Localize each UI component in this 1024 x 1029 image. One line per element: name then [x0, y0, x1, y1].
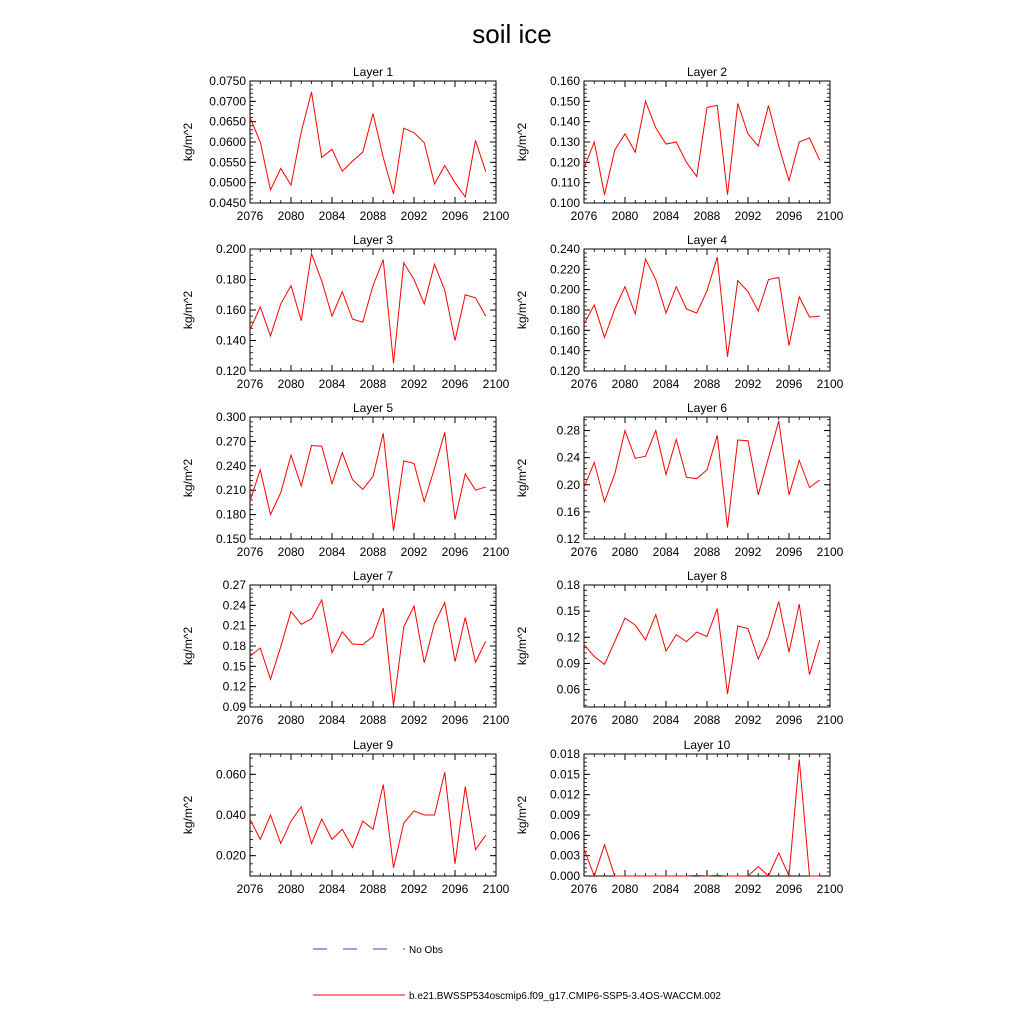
x-tick-label: 2100	[816, 882, 844, 896]
y-axis-label: kg/m^2	[181, 458, 195, 498]
plot-frame	[584, 249, 830, 371]
y-axis-label: kg/m^2	[181, 122, 195, 162]
y-tick-label: 0.120	[549, 155, 580, 170]
x-tick-label: 2092	[400, 209, 428, 223]
x-tick-label: 2088	[359, 377, 387, 391]
panel-title: Layer 9	[352, 738, 394, 752]
series-line	[250, 772, 486, 868]
y-tick-label: 0.130	[549, 135, 580, 149]
y-tick-label: 0.24	[222, 598, 246, 613]
x-tick-label: 2100	[816, 377, 844, 391]
x-tick-label: 2096	[775, 545, 803, 559]
x-tick-label: 2100	[816, 209, 844, 223]
x-tick-label: 2080	[277, 882, 305, 896]
x-tick-label: 2100	[482, 545, 510, 559]
y-tick-label: 0.240	[549, 242, 580, 256]
panel-title: Layer 7	[352, 569, 394, 583]
x-tick-label: 2096	[775, 377, 803, 391]
x-tick-label: 2088	[359, 713, 387, 727]
y-axis-label: kg/m^2	[515, 795, 529, 835]
plot-frame	[250, 249, 496, 371]
y-tick-label: 0.160	[549, 74, 580, 88]
series-line	[250, 600, 486, 706]
series-line	[584, 421, 820, 527]
y-tick-label: 0.20	[556, 477, 580, 492]
x-tick-label: 2088	[693, 209, 721, 223]
panel-title: Layer 6	[686, 401, 728, 415]
x-tick-label: 2076	[570, 713, 598, 727]
y-tick-label: 0.020	[215, 848, 246, 863]
y-tick-label: 0.0750	[209, 74, 246, 88]
x-tick-label: 2092	[734, 545, 762, 559]
panel-grid	[181, 65, 844, 896]
x-tick-label: 2084	[652, 882, 680, 896]
series-line	[584, 602, 820, 694]
y-tick-label: 0.120	[549, 364, 580, 378]
panel-layer-10	[515, 738, 844, 896]
x-tick-label: 2076	[236, 713, 264, 727]
x-tick-label: 2084	[318, 209, 346, 223]
y-tick-label: 0.18	[222, 639, 246, 653]
y-axis-label: kg/m^2	[181, 290, 195, 330]
series-line	[250, 432, 486, 530]
y-tick-label: 0.160	[549, 323, 580, 338]
y-tick-label: 0.110	[550, 175, 580, 190]
x-tick-label: 2092	[400, 377, 428, 391]
y-tick-label: 0.06	[556, 682, 580, 697]
x-tick-label: 2076	[570, 545, 598, 559]
plot-frame	[584, 585, 830, 707]
x-tick-label: 2088	[693, 713, 721, 727]
y-tick-label: 0.0650	[209, 114, 246, 129]
panel-layer-1	[181, 65, 510, 223]
x-tick-label: 2076	[236, 545, 264, 559]
legend	[313, 945, 721, 1002]
legend-model-label: b.e21.BWSSP534oscmip6.f09_g17.CMIP6-SSP5-3.4OS-WACCM.002	[409, 991, 721, 1002]
x-tick-label: 2100	[816, 713, 844, 727]
y-tick-label: 0.180	[215, 507, 246, 522]
y-tick-label: 0.180	[549, 303, 580, 317]
x-tick-label: 2100	[482, 377, 510, 391]
x-tick-label: 2100	[816, 545, 844, 559]
panel-layer-2	[515, 65, 844, 223]
x-tick-label: 2084	[318, 882, 346, 896]
y-tick-label: 0.09	[556, 656, 580, 671]
y-tick-label: 0.16	[556, 504, 580, 519]
panel-layer-8	[515, 569, 844, 727]
y-tick-label: 0.21	[222, 618, 246, 633]
x-tick-label: 2076	[570, 209, 598, 223]
plot-frame	[584, 81, 830, 203]
x-tick-label: 2080	[611, 882, 639, 896]
x-tick-label: 2096	[441, 713, 469, 727]
x-tick-label: 2096	[441, 377, 469, 391]
y-tick-label: 0.270	[215, 434, 246, 449]
y-tick-label: 0.0500	[209, 175, 246, 190]
x-tick-label: 2092	[400, 545, 428, 559]
y-tick-label: 0.006	[549, 828, 580, 843]
y-tick-label: 0.18	[556, 578, 580, 592]
y-tick-label: 0.24	[556, 450, 580, 465]
y-tick-label: 0.12	[556, 532, 580, 546]
series-line	[250, 92, 486, 197]
x-tick-label: 2096	[775, 713, 803, 727]
x-tick-label: 2080	[611, 209, 639, 223]
y-tick-label: 0.27	[222, 578, 246, 592]
x-tick-label: 2080	[277, 377, 305, 391]
y-tick-label: 0.012	[549, 787, 580, 802]
plot-frame	[584, 754, 830, 876]
y-tick-label: 0.120	[215, 364, 246, 378]
x-tick-label: 2076	[570, 377, 598, 391]
series-line	[250, 254, 486, 364]
y-tick-label: 0.150	[549, 94, 580, 109]
x-tick-label: 2096	[441, 545, 469, 559]
y-tick-label: 0.09	[222, 700, 246, 714]
series-line	[584, 101, 820, 195]
panel-title: Layer 10	[683, 738, 731, 752]
y-tick-label: 0.28	[556, 423, 580, 438]
y-tick-label: 0.0700	[209, 94, 246, 109]
y-tick-label: 0.200	[549, 282, 580, 297]
panel-layer-5	[181, 401, 510, 559]
y-axis-label: kg/m^2	[515, 122, 529, 162]
y-tick-label: 0.150	[215, 532, 246, 546]
x-tick-label: 2080	[277, 713, 305, 727]
x-tick-label: 2088	[693, 882, 721, 896]
x-tick-label: 2084	[318, 377, 346, 391]
series-line	[584, 257, 820, 357]
y-axis-label: kg/m^2	[515, 458, 529, 498]
y-tick-label: 0.160	[215, 303, 246, 317]
panel-title: Layer 1	[352, 65, 394, 79]
x-tick-label: 2084	[652, 377, 680, 391]
panel-title: Layer 5	[352, 401, 394, 415]
y-tick-label: 0.220	[549, 262, 580, 277]
y-tick-label: 0.018	[549, 747, 580, 761]
y-axis-label: kg/m^2	[515, 626, 529, 666]
legend-obs-label: No Obs	[409, 945, 443, 956]
y-tick-label: 0.200	[215, 242, 246, 256]
x-tick-label: 2084	[652, 545, 680, 559]
y-tick-label: 0.240	[215, 458, 246, 473]
x-tick-label: 2092	[400, 713, 428, 727]
x-tick-label: 2088	[359, 545, 387, 559]
x-tick-label: 2100	[482, 882, 510, 896]
x-tick-label: 2080	[611, 377, 639, 391]
plot-frame	[250, 81, 496, 203]
x-tick-label: 2096	[441, 882, 469, 896]
x-tick-label: 2096	[441, 209, 469, 223]
x-tick-label: 2076	[236, 377, 264, 391]
y-tick-label: 0.180	[215, 272, 246, 287]
x-tick-label: 2076	[236, 882, 264, 896]
x-tick-label: 2092	[734, 882, 762, 896]
y-tick-label: 0.060	[215, 767, 246, 782]
x-tick-label: 2084	[652, 209, 680, 223]
x-tick-label: 2080	[611, 545, 639, 559]
x-tick-label: 2096	[775, 882, 803, 896]
y-tick-label: 0.140	[215, 333, 246, 348]
y-tick-label: 0.15	[556, 604, 580, 619]
panel-layer-4	[515, 233, 844, 391]
x-tick-label: 2076	[570, 882, 598, 896]
y-tick-label: 0.12	[222, 679, 246, 694]
x-tick-label: 2088	[693, 377, 721, 391]
plot-frame	[250, 417, 496, 539]
panel-layer-6	[515, 401, 844, 559]
y-tick-label: 0.0550	[209, 155, 246, 170]
plot-frame	[250, 754, 496, 876]
y-axis-label: kg/m^2	[181, 795, 195, 835]
figure-title: soil ice	[472, 19, 552, 49]
plot-frame	[584, 417, 830, 539]
panel-title: Layer 2	[686, 65, 728, 79]
y-tick-label: 0.0600	[209, 135, 246, 149]
y-tick-label: 0.0450	[209, 196, 246, 210]
x-tick-label: 2096	[775, 209, 803, 223]
panel-title: Layer 4	[686, 233, 728, 247]
x-tick-label: 2084	[652, 713, 680, 727]
x-tick-label: 2092	[734, 713, 762, 727]
x-tick-label: 2092	[400, 882, 428, 896]
x-tick-label: 2076	[236, 209, 264, 223]
y-tick-label: 0.300	[215, 410, 246, 424]
panel-title: Layer 8	[686, 569, 728, 583]
x-tick-label: 2084	[318, 713, 346, 727]
y-tick-label: 0.140	[549, 114, 580, 129]
y-tick-label: 0.003	[549, 848, 580, 863]
y-tick-label: 0.015	[549, 767, 580, 782]
x-tick-label: 2088	[359, 209, 387, 223]
y-tick-label: 0.000	[549, 869, 580, 883]
y-tick-label: 0.12	[556, 630, 580, 645]
x-tick-label: 2088	[359, 882, 387, 896]
panel-title: Layer 3	[352, 233, 394, 247]
y-axis-label: kg/m^2	[515, 290, 529, 330]
panel-layer-3	[181, 233, 510, 391]
panel-layer-7	[181, 569, 510, 727]
x-tick-label: 2080	[277, 545, 305, 559]
y-axis-label: kg/m^2	[181, 626, 195, 666]
series-line	[584, 759, 820, 876]
y-tick-label: 0.140	[549, 343, 580, 358]
x-tick-label: 2100	[482, 713, 510, 727]
x-tick-label: 2092	[734, 377, 762, 391]
panel-layer-9	[181, 738, 510, 896]
y-tick-label: 0.009	[549, 808, 580, 822]
x-tick-label: 2092	[734, 209, 762, 223]
x-tick-label: 2080	[277, 209, 305, 223]
y-tick-label: 0.040	[215, 808, 246, 822]
x-tick-label: 2088	[693, 545, 721, 559]
y-tick-label: 0.210	[215, 483, 246, 498]
x-tick-label: 2080	[611, 713, 639, 727]
y-tick-label: 0.100	[549, 196, 580, 210]
y-tick-label: 0.15	[222, 659, 246, 674]
x-tick-label: 2100	[482, 209, 510, 223]
x-tick-label: 2084	[318, 545, 346, 559]
